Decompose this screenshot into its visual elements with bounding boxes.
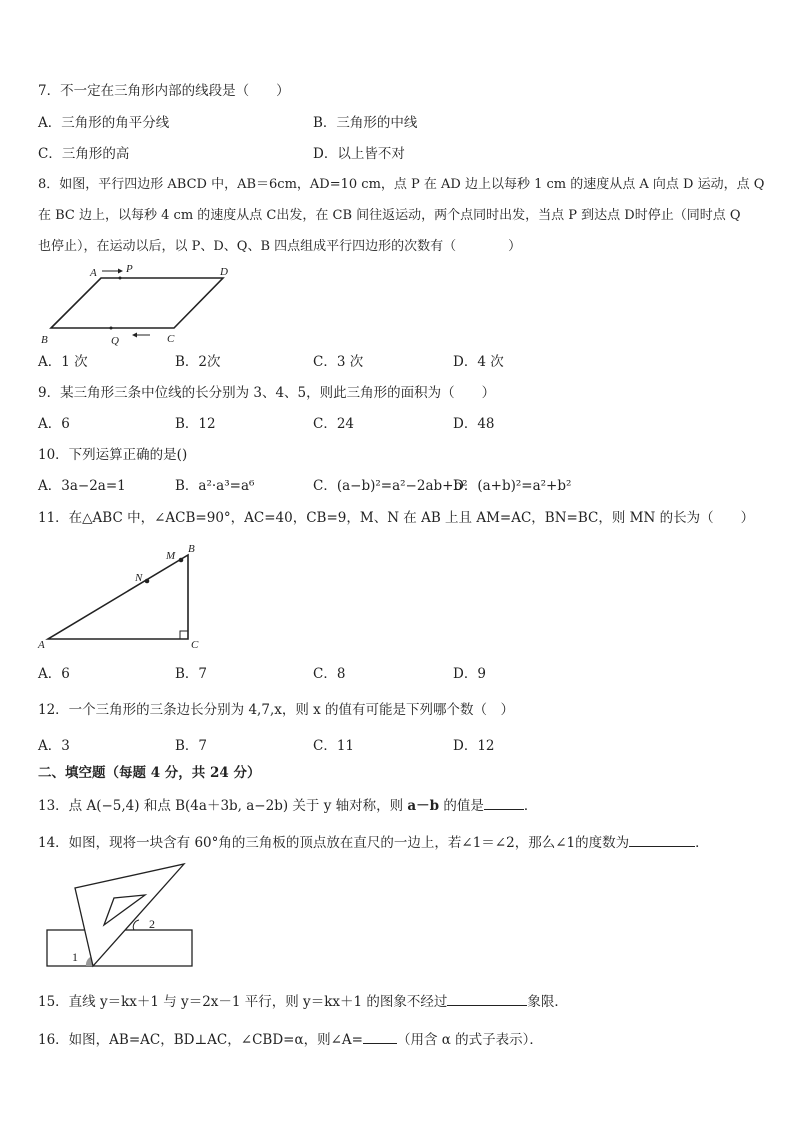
q7-option-c[interactable]: C．三角形的高 [38, 146, 130, 162]
q10-option-c[interactable]: C．(a−b)²=a²−2ab+b² [313, 478, 468, 494]
q13-line [38, 795, 537, 815]
q14-line [38, 832, 709, 852]
q13-end: ． [523, 798, 538, 814]
q14-stem: 14．如图，现将一块含有 60°角的三角板的顶点放在直尺的一边上，若∠1＝∠2，那么∠1的度数为 [38, 835, 630, 851]
q13-expression: a－b [407, 798, 440, 814]
q16-answer-blank[interactable] [363, 1029, 397, 1044]
arrow-p-head [118, 269, 123, 274]
q11-right-triangle-figure [38, 540, 208, 655]
label-b: B [41, 334, 48, 346]
q9-stem: 9．某三角形三条中位线的长分别为 3、4、5，则此三角形的面积为（ ） [38, 385, 496, 401]
q15-line [38, 991, 568, 1011]
point-q [110, 327, 113, 330]
label-angle-2: 2 [149, 917, 155, 931]
label-q: Q [111, 335, 119, 347]
angle-2-arc [133, 920, 139, 930]
q12-stem: 12．一个三角形的三条边长分别为 4,7,x，则 x 的值有可能是下列哪个数（ ） [38, 702, 515, 718]
q16-end: （用含 α 的式子表示）． [396, 1032, 543, 1048]
q9-option-c[interactable]: C．24 [313, 416, 355, 432]
q8-option-d[interactable]: D．4 次 [453, 354, 504, 370]
arrow-q-head [132, 333, 137, 338]
point-n [145, 579, 150, 584]
q8-option-c[interactable]: C．3 次 [313, 354, 364, 370]
q15-end: 象限． [527, 994, 568, 1010]
q8-stem-line3: 也停止），在运动以后，以 P、D、Q、B 四点组成平行四边形的次数有（ ） [38, 239, 522, 254]
right-angle-mark [180, 631, 188, 639]
q14-answer-blank[interactable] [629, 832, 695, 847]
label-p: P [126, 263, 133, 275]
label-b: B [188, 543, 195, 555]
q13-stem-tail: 的值是 [439, 798, 484, 814]
q10-option-d[interactable]: D．(a+b)²=a²+b² [453, 478, 572, 494]
q8-parallelogram-figure [38, 262, 248, 348]
label-a: A [38, 639, 45, 651]
label-m: M [166, 550, 176, 562]
q11-stem: 11．在△ABC 中，∠ACB=90°，AC=40，CB=9，M、N 在 AB 上且 AM=AC，BN=BC，则 MN 的长为（ ） [38, 510, 755, 526]
label-c: C [167, 333, 175, 345]
q11-option-a[interactable]: A．6 [38, 666, 70, 682]
q16-stem: 16．如图，AB=AC，BD⊥AC，∠CBD=α，则∠A= [38, 1032, 363, 1048]
q9-option-d[interactable]: D．48 [453, 416, 495, 432]
q10-option-b[interactable]: B．a²·a³=a⁶ [175, 478, 255, 494]
q12-option-a[interactable]: A．3 [38, 738, 70, 754]
q8-stem-line2: 在 BC 边上，以每秒 4 cm 的速度从点 C出发，在 CB 间往返运动，两个点同时出发，当点 P 到达点 D时停止（同时点 Q [38, 208, 741, 223]
point-m [179, 558, 184, 563]
parallelogram-abcd [51, 278, 223, 328]
q9-option-b[interactable]: B．12 [175, 416, 216, 432]
q16-line [38, 1029, 543, 1049]
q15-answer-blank[interactable] [447, 991, 527, 1006]
q7-option-d[interactable]: D．以上皆不对 [313, 146, 405, 162]
label-a: A [90, 267, 97, 279]
q9-option-a[interactable]: A．6 [38, 416, 70, 432]
q15-stem: 15．直线 y＝kx＋1 与 y＝2x－1 平行，则 y＝kx＋1 的图象不经过 [38, 994, 448, 1010]
q8-stem-line1: 8．如图，平行四边形 ABCD 中，AB＝6cm，AD=10 cm，点 P 在 AD 边上以每秒 1 cm 的速度从点 A 向点 D 运动，点 Q [38, 177, 765, 192]
label-n: N [135, 572, 143, 584]
q7-option-b[interactable]: B．三角形的中线 [313, 115, 418, 131]
triangle-abc [48, 555, 188, 639]
q13-answer-blank[interactable] [484, 795, 524, 810]
q7-stem: 7．不一定在三角形内部的线段是（ ） [38, 83, 290, 99]
q14-ruler-triangle-figure [46, 862, 198, 970]
q10-stem: 10．下列运算正确的是() [38, 447, 188, 463]
q11-option-d[interactable]: D．9 [453, 666, 486, 682]
q12-option-b[interactable]: B．7 [175, 738, 208, 754]
q8-option-a[interactable]: A．1 次 [38, 354, 88, 370]
point-p [119, 277, 122, 280]
q14-end: ． [695, 835, 709, 851]
label-c: C [191, 639, 199, 651]
q10-option-a[interactable]: A．3a−2a=1 [38, 478, 126, 494]
label-d: D [220, 266, 228, 278]
section-2-heading: 二、填空题（每题 4 分，共 24 分） [38, 765, 261, 781]
q8-option-b[interactable]: B．2次 [175, 354, 221, 370]
label-angle-1: 1 [72, 950, 78, 964]
q11-option-c[interactable]: C．8 [313, 666, 346, 682]
q13-stem: 13．点 A(−5,4) 和点 B(4a＋3b, a−2b) 关于 y 轴对称，则 [38, 798, 408, 814]
q7-option-a[interactable]: A．三角形的角平分线 [38, 115, 170, 131]
q12-option-c[interactable]: C．11 [313, 738, 355, 754]
q11-option-b[interactable]: B．7 [175, 666, 208, 682]
q12-option-d[interactable]: D．12 [453, 738, 495, 754]
